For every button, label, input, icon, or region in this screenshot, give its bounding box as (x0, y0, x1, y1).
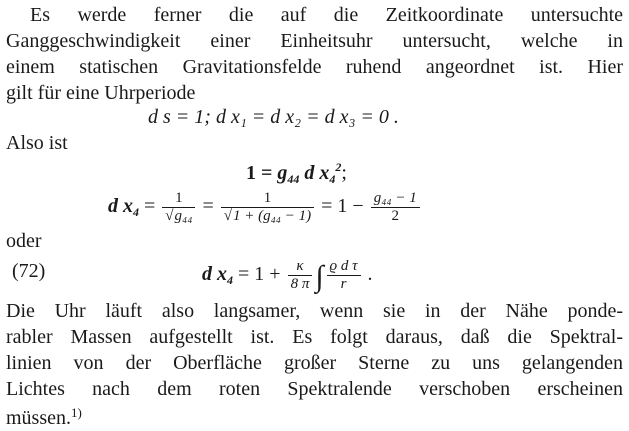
equation-number: (72) (12, 260, 46, 282)
dx4-fraction-2-root: √ (223, 208, 232, 224)
g44-dx: d x (299, 162, 330, 184)
dx4-fraction-2 (221, 190, 314, 225)
dx4-fraction-3 (371, 190, 420, 225)
paragraph-2-line-5 (6, 400, 623, 429)
dx4-eq3: = 1 − (316, 195, 369, 218)
paragraph-2-line-1: Die Uhr läuft also langsamer, wenn sie in der Nähe ponde- (6, 300, 623, 322)
dx4-fraction-1-numerator: 1 (162, 190, 195, 208)
dx4-fraction-1-root: √ (165, 208, 174, 224)
eq72-fraction-1-denominator: 8 π (290, 276, 310, 292)
dx4-fraction-1-denominator: g₄₄ (174, 208, 193, 224)
footnote-reference[interactable]: 1) (71, 405, 82, 420)
dx4-fraction-1 (162, 190, 195, 225)
g44-end: ; (341, 162, 347, 184)
paragraph-2-line-3: linien von der Oberfläche großer Sterne zu uns gelangenden (6, 352, 623, 374)
paragraph-1-line-1: Es werde ferner die auf die Zeitkoordinate untersuchte (30, 4, 623, 26)
eq72-end: . (362, 263, 373, 286)
eq72-fraction-2-denominator: r (340, 276, 347, 292)
dx4-fraction-2-denominator: 1 + (g₄₄ − 1) (232, 208, 312, 224)
g44-dx-superscript: 2 (335, 160, 342, 174)
g44-symbol: g (277, 162, 288, 184)
g44-lhs: 1 = (246, 162, 278, 184)
eq72-lhs: d x (202, 263, 227, 286)
dx4-lhs-subscript: 4 (133, 205, 139, 220)
paragraph-1-line-3: einem statischen Gravitationsfelde ruhend angeordnet ist. Hier (6, 56, 623, 78)
oder-text: oder (6, 230, 42, 252)
eq72-lhs-subscript: 4 (227, 273, 233, 288)
equation-g44 (246, 154, 347, 192)
paragraph-1-line-4: gilt für eine Uhrperiode (6, 82, 196, 104)
paragraph-2-line-2: rabler Massen aufgestellt ist. Es folgt daraus, daß die Spektral- (6, 326, 623, 348)
eq72-fraction-1-numerator: κ (288, 258, 313, 276)
also-ist-text: Also ist (6, 132, 68, 154)
dx4-fraction-2-numerator: 1 (221, 190, 314, 208)
equation-clock-period: d s = 1; d x₁ = d x₂ = d x₃ = 0 . (148, 106, 399, 128)
eq72-fraction-2-numerator: ϱ d τ (327, 258, 361, 276)
dx4-eq2: = (197, 195, 219, 218)
eq72-eq: = 1 + (233, 263, 286, 286)
equation-dx4 (108, 190, 422, 225)
integral-sign: ∫ (315, 260, 324, 294)
dx4-fraction-3-denominator: 2 (391, 208, 399, 224)
eq72-fraction-2 (327, 258, 361, 293)
g44-subscript: 44 (287, 172, 300, 186)
paragraph-2-line-4: Lichtes nach dem roten Spektralende verschoben erscheinen (6, 378, 623, 400)
g44-dx-subscript: 4 (329, 172, 336, 186)
equation-72-body (202, 258, 373, 293)
dx4-lhs: d x (108, 195, 133, 218)
eq72-fraction-1 (288, 258, 313, 293)
paragraph-2-last-text: müssen. (6, 407, 71, 429)
dx4-eq1: = (139, 195, 161, 218)
dx4-fraction-3-numerator: g₄₄ − 1 (371, 190, 420, 208)
paragraph-1-line-2: Ganggeschwindigkeit einer Einheitsuhr untersucht, welche in (6, 30, 623, 52)
